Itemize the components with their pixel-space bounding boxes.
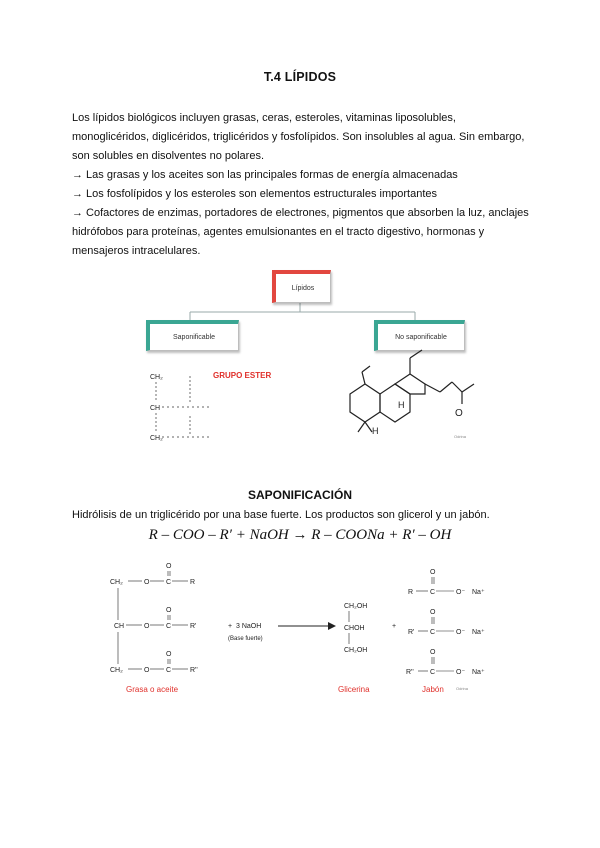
saponification-reaction <box>100 560 520 700</box>
soap-o2-top: O <box>430 609 436 616</box>
saponificacion-title: SAPONIFICACIÓN <box>247 488 352 502</box>
intro-bullet-1: → Las grasas y los aceites son las principales formas de energía almacenadas <box>72 169 458 181</box>
reaction-svg <box>100 560 520 700</box>
tg-o2: O <box>144 623 150 630</box>
gly-ch2oh-bottom: CH₂OH <box>344 647 368 654</box>
soap-na1: Na⁺ <box>472 589 485 596</box>
struct-h1: H <box>398 400 405 410</box>
soap-c2: C <box>430 629 436 636</box>
label-glicerina: Glicerina <box>338 685 370 694</box>
saponificacion-equation: R – COO – R′ + NaOH → R – COONa + R′ – OH <box>148 527 452 543</box>
plus-1: + <box>228 623 233 630</box>
tg-o3: O <box>144 667 150 674</box>
struct-h2: H <box>372 426 379 436</box>
intro-bullet-3: → Cofactores de enzimas, portadores de electrones, pigmentos que absorben la luz, anclajes hidrófobos para proteínas, agentes emulsionantes en el tracto digestivo, hormonas y mensajeros intracelulares. <box>72 207 529 257</box>
soap-r1: R <box>408 589 414 596</box>
tg-o1-top: O <box>166 563 172 570</box>
no-saponificable-label: No saponificable <box>395 333 447 341</box>
struct-ch: CH <box>150 405 161 412</box>
soap-o1: O⁻ <box>456 589 466 596</box>
base-label: (Base fuerte) <box>228 636 263 642</box>
soap-1 <box>408 569 485 596</box>
page-title: T.4 LÍPIDOS <box>263 70 337 84</box>
naoh-label: 3 NaOH <box>236 623 262 630</box>
soap-o1-top: O <box>430 569 436 576</box>
tg-r3: R'' <box>190 667 198 674</box>
tg-ch2-bottom: CH₂ <box>110 667 123 674</box>
tg-c1: C <box>166 579 172 586</box>
label-jabon: Jabón <box>422 685 444 694</box>
tg-o1: O <box>144 579 150 586</box>
tg-r1: R <box>190 579 196 586</box>
soap-3 <box>406 649 485 676</box>
lipid-classification-diagram <box>0 266 600 446</box>
gly-choh: CHOH <box>344 625 365 632</box>
soap-c1: C <box>430 589 436 596</box>
tg-o2-top: O <box>166 607 172 614</box>
intro-paragraph: Los lípidos biológicos incluyen grasas, ceras, esteroles, vitaminas liposolubles, monoglicéridos, diglicéridos, triglicéridos y fosfolípidos. Son insolubles al agua. Sin embargo, son solubles en disolventes no polares. <box>72 112 525 162</box>
label-grasa: Grasa o aceite <box>126 685 179 694</box>
tg-c2: C <box>166 623 172 630</box>
struct-ch2-bottom: CH₂ <box>150 435 163 442</box>
saponificacion-text: Hidrólisis de un triglicérido por una base fuerte. Los productos son glicerol y un jabón. <box>72 509 490 521</box>
struct-ch2-top: CH₂ <box>150 374 163 381</box>
tg-ch2-top: CH₂ <box>110 579 123 586</box>
gly-ch2oh-top: CH₂OH <box>344 603 368 610</box>
intro-bullet-2: → Los fosfolípidos y los esteroles son elementos estructurales importantes <box>72 188 438 200</box>
tg-ch: CH <box>114 623 125 630</box>
reaction-tiny-note: Odrina <box>456 686 469 691</box>
root-label: Lípidos <box>291 284 315 292</box>
tg-c3: C <box>166 667 172 674</box>
struct-oxygen: O <box>455 408 463 419</box>
soap-r2: R' <box>408 629 415 636</box>
tg-r2: R' <box>190 623 197 630</box>
soap-r3: R'' <box>406 669 414 676</box>
intro-section <box>72 109 532 261</box>
terpenoid-structure <box>0 266 600 446</box>
soap-na2: Na⁺ <box>472 629 485 636</box>
tg-o3-top: O <box>166 651 172 658</box>
plus-2: + <box>392 623 397 630</box>
soap-na3: Na⁺ <box>472 669 485 676</box>
soap-o3-top: O <box>430 649 436 656</box>
saponificable-label: Saponificable <box>172 333 216 341</box>
soap-2 <box>408 609 485 636</box>
soap-o3: O⁻ <box>456 669 466 676</box>
soap-c3: C <box>430 669 436 676</box>
ester-group-label: GRUPO ESTER <box>213 371 272 380</box>
diagram-tiny-note: Odrina <box>454 434 467 439</box>
soap-o2: O⁻ <box>456 629 466 636</box>
